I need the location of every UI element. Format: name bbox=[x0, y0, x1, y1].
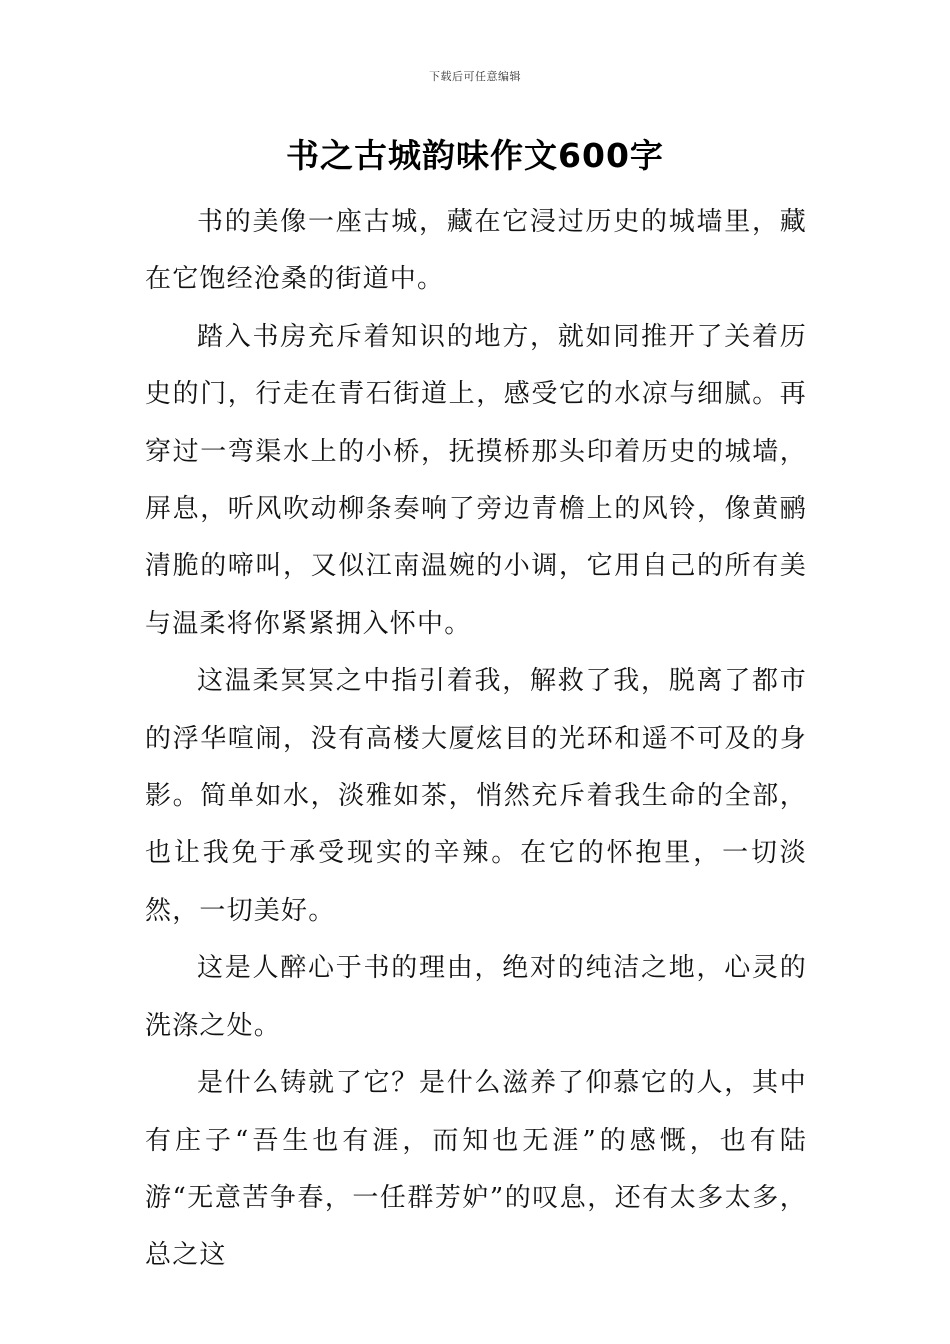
document-body bbox=[145, 194, 807, 1285]
header-note: 下载后可任意编辑 bbox=[429, 70, 521, 83]
document-title: 书之古城韵味作文600字 bbox=[286, 136, 664, 175]
paragraph: 书的美像一座古城，藏在它浸过历史的城墙里，藏在它饱经沧桑的街道中。 bbox=[145, 207, 807, 295]
paragraph: 是什么铸就了它？是什么滋养了仰慕它的人，其中有庄子“吾生也有涯，而知也无涯”的感慨，也有陆游“无意苦争春，一任群芳妒”的叹息，还有太多太多，总之这 bbox=[145, 1068, 807, 1271]
paragraph: 这是人醉心于书的理由，绝对的纯洁之地，心灵的洗涤之处。 bbox=[145, 953, 807, 1041]
paragraph: 这温柔冥冥之中指引着我，解救了我，脱离了都市的浮华喧闹，没有高楼大厦炫目的光环和遥不可及的身影。简单如水，淡雅如茶，悄然充斥着我生命的全部，也让我免于承受现实的辛辣。在它的怀抱里，一切淡然，一切美好。 bbox=[145, 666, 807, 926]
paragraph: 踏入书房充斥着知识的地方，就如同推开了关着历史的门，行走在青石街道上，感受它的水凉与细腻。再穿过一弯渠水上的小桥，抚摸桥那头印着历史的城墙，屏息，听风吹动柳条奏响了旁边青檐上的风铃，像黄鹂清脆的啼叫，又似江南温婉的小调，它用自己的所有美与温柔将你紧紧拥入怀中。 bbox=[145, 321, 807, 639]
